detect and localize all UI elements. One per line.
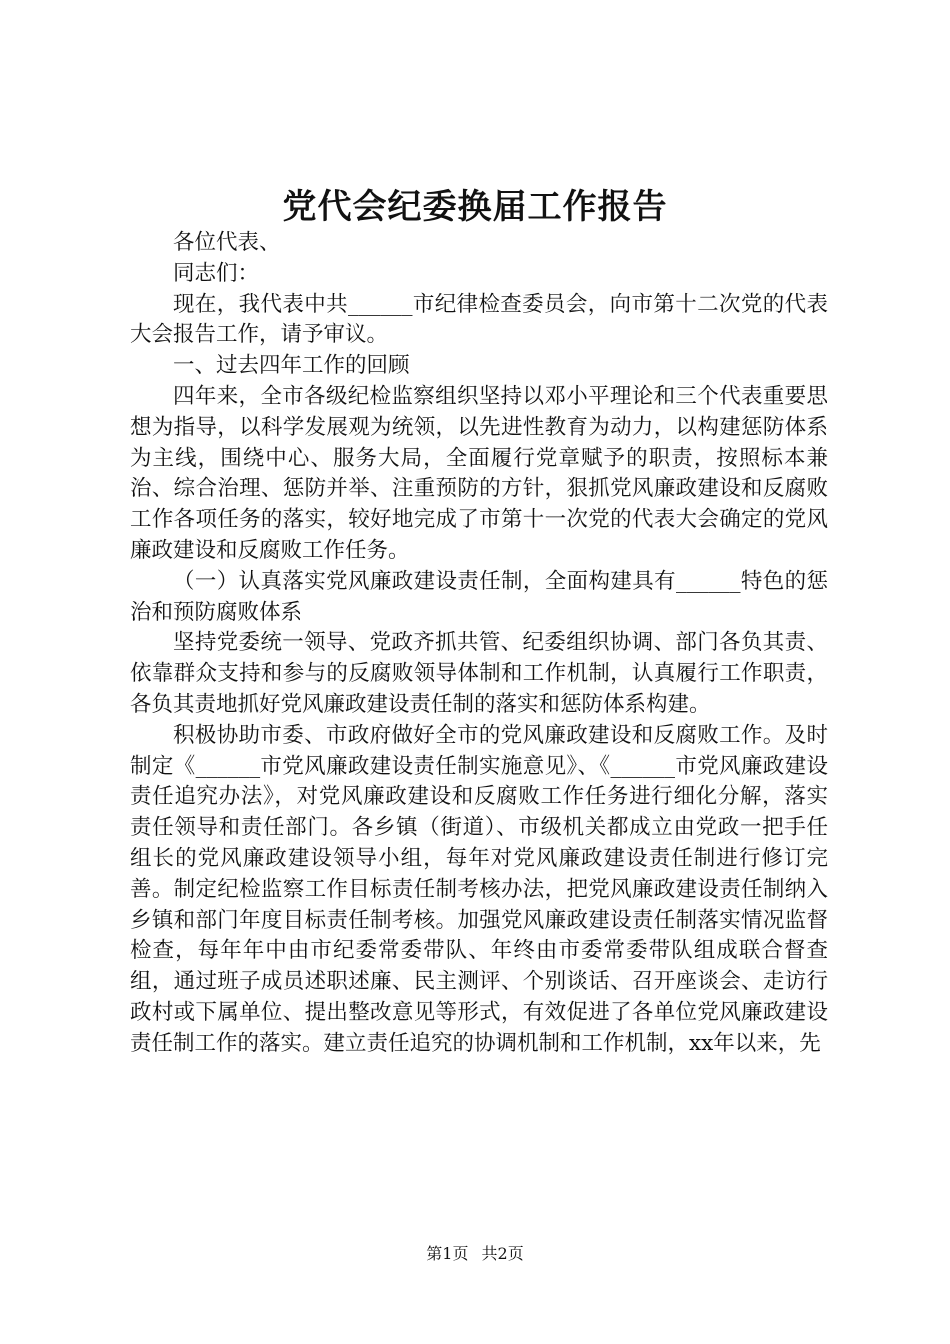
page-number: 第1页 [426,1244,469,1263]
body-paragraph: 积极协助市委、市政府做好全市的党风廉政建设和反腐败工作。及时制定《______市党风廉政建设责任制实施意见》、《______市党风廉政建设责任追究办法》，对党风廉政建设和反腐败工作任务进行细化分解，落实责任领导和责任部门。各乡镇（街道）、市级机关都成立由党政一把手任组长的党风廉政建设领导小组，每年对党风廉政建设责任制进行修订完善。制定纪检监察工作目标责任制考核办法，把党风廉政建设责任制纳入乡镇和部门年度目标责任制考核。加强党风廉政建设责任制落实情况监督检查，每年年中由市纪委常委带队、年终由市委常委带队组成联合督查组，通过班子成员述职述廉、民主测评、个别谈话、召开座谈会、走访行政村或下属单位、提出整改意见等形式，有效促进了各单位党风廉政建设责任制工作的落实。建立责任追究的协调机制和工作机制，xx年以来，先 [130,722,828,1056]
salutation-line-2: 同志们： [173,260,260,286]
document-title: 党代会纪委换届工作报告 [282,187,668,227]
salutation-line-1: 各位代表、 [173,230,281,255]
section-heading: 一、过去四年工作的回顾 [173,353,410,379]
page-total: 共2页 [481,1244,524,1263]
page-footer [0,1243,950,1265]
document-body [130,228,828,1060]
body-paragraph: 坚持党委统一领导、党政齐抓共管、纪委组织协调、部门各负其责、依靠群众支持和参与的反腐败领导体制和工作机制，认真履行工作职责，各负其责地抓好党风廉政建设责任制的落实和惩防体系构建。 [130,630,828,717]
opening-paragraph: 现在，我代表中共______市纪律检查委员会，向市第十二次党的代表大会报告工作，请予审议。 [130,291,828,348]
subsection-heading: （一）认真落实党风廉政建设责任制，全面构建具有______特色的惩治和预防腐败体系 [130,568,828,625]
body-paragraph: 四年来，全市各级纪检监察组织坚持以邓小平理论和三个代表重要思想为指导，以科学发展观为统领，以先进性教育为动力，以构建惩防体系为主线，围绕中心、服务大局，全面履行党章赋予的职责，按照标本兼治、综合治理、惩防并举、注重预防的方针，狠抓党风廉政建设和反腐败工作各项任务的落实，较好地完成了市第十一次党的代表大会确定的党风廉政建设和反腐败工作任务。 [130,383,828,563]
